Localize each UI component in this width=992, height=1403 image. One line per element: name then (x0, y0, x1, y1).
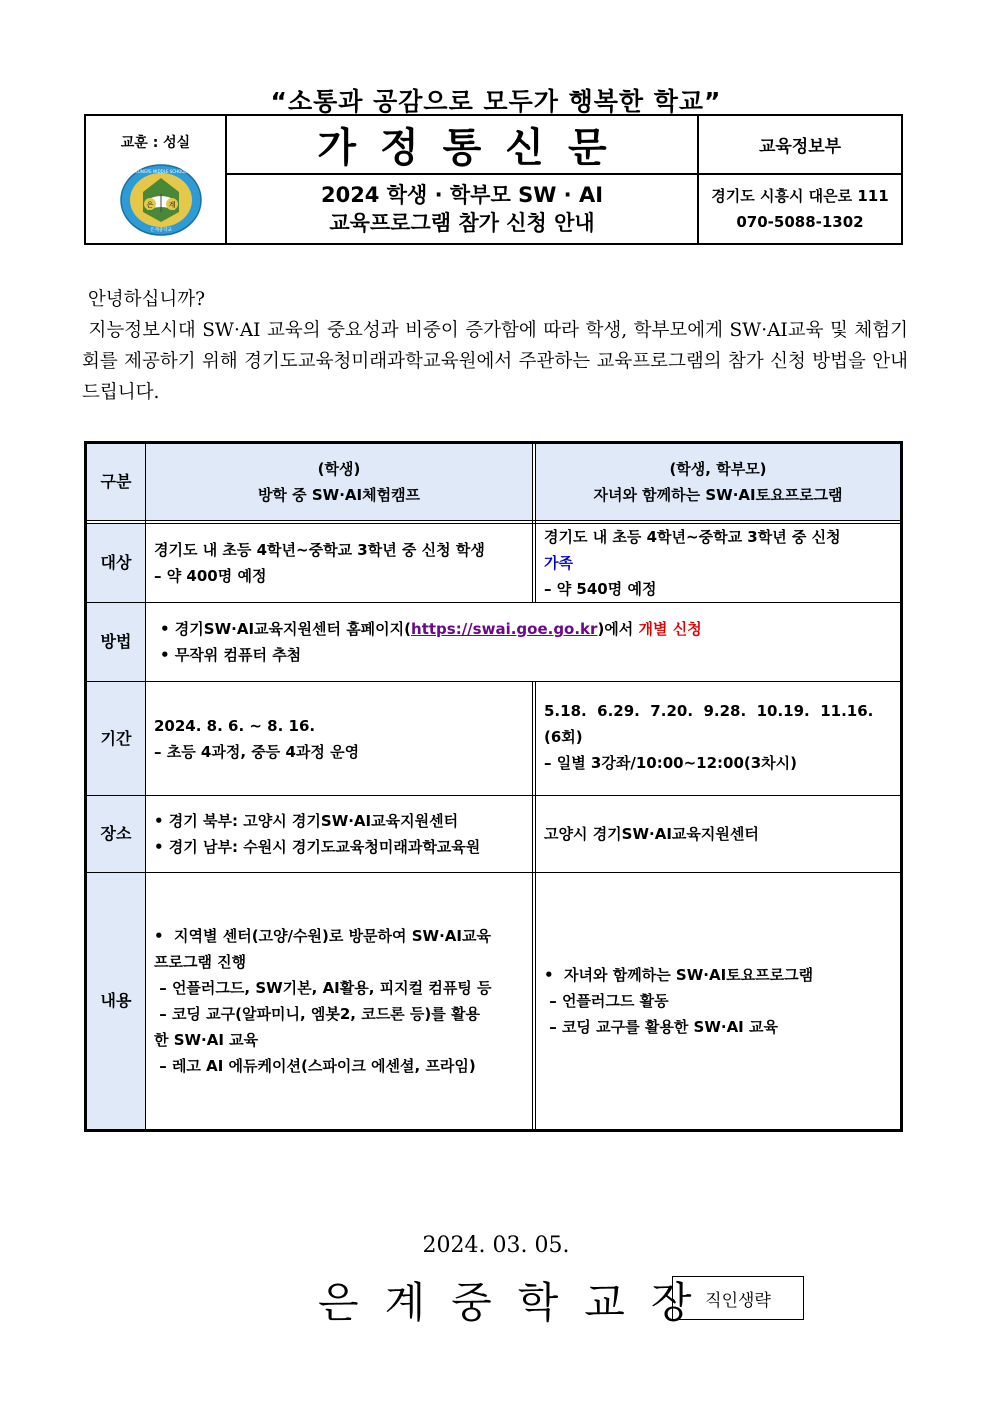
principal-signature: 은계중학교장 (318, 1278, 718, 1327)
issue-date: 2024. 03. 05. (422, 1233, 570, 1258)
content-student-camp: • 지역별 센터(고양/수원)로 방문하여 SW·AI교육 프로그램 진행 – 언플러그드, SW기본, AI활용, 피지컬 컴퓨팅 등 – 코딩 교구(알파미니, 엠봇2, 코드론 등)를 활용 한 SW·AI 교육 – 레고 AI 에듀케이션(스파이크 에센셜, 프라임) (154, 927, 492, 1075)
school-emblem-icon (120, 164, 202, 236)
place-student-camp: • 경기 북부: 고양시 경기SW·AI교육지원센터 • 경기 남부: 수원시 경기도교육청미래과학교육원 (154, 812, 481, 856)
document-subtitle (227, 175, 697, 243)
row-label-target: 대상 (87, 524, 145, 602)
seal-omitted-box: 직인생략 (672, 1276, 804, 1320)
intro-text (82, 284, 908, 408)
target-student-camp: 경기도 내 초등 4학년~중학교 3학년 중 신청 학생 – 약 400명 예정 (154, 541, 485, 585)
header-title-cell (227, 116, 699, 243)
department-label: 교육정보부 (699, 116, 901, 175)
school-address: 경기도 시흥시 대은로 111 (711, 187, 889, 205)
header-right-cell (699, 116, 901, 243)
method-description: • 경기SW·AI교육지원센터 홈페이지(https://swai.goe.go.kr)에서 개별 신청 • 무작위 컴퓨터 추첨 (160, 620, 702, 664)
school-motto-label: 교훈 : 성실 (120, 135, 191, 151)
subtitle-line-2: 교육프로그램 참가 신청 안내 (329, 211, 595, 235)
document-header (84, 114, 903, 245)
target-saturday-program: 경기도 내 초등 4학년~중학교 3학년 중 신청 가족 – 약 540명 예정 (544, 528, 841, 598)
row-label-place: 장소 (87, 796, 145, 872)
period-saturday-program: 5.18. 6.29. 7.20. 9.28. 10.19. 11.16. (6회) – 일별 3강좌/10:00~12:00(3차시) (544, 702, 874, 772)
row-label-category: 구분 (87, 444, 145, 520)
school-motto-banner: “소통과 공감으로 모두가 행복한 학교” (270, 87, 722, 116)
content-saturday-program: • 자녀와 함께하는 SW·AI토요프로그램 – 언플러그드 활동 – 코딩 교구를 활용한 SW·AI 교육 (544, 966, 814, 1036)
subtitle-line-1: 2024 학생 · 학부모 SW · AI (320, 183, 604, 207)
period-student-camp: 2024. 8. 6. ~ 8. 16. – 초등 4과정, 중등 4과정 운영 (154, 716, 360, 761)
row-label-method: 방법 (87, 603, 145, 681)
program-table (84, 441, 903, 1132)
row-label-period: 기간 (87, 682, 145, 795)
emblem-left-char: 은 (146, 201, 154, 209)
row-label-content: 내용 (87, 873, 145, 1129)
header-left-cell (86, 116, 227, 243)
school-phone: 070-5088-1302 (736, 213, 864, 231)
column-header-saturday-program: (학생, 학부모) 자녀와 함께하는 SW·AI토요프로그램 (536, 444, 900, 520)
document-title: 가정통신문 (227, 116, 697, 175)
swai-homepage-link[interactable]: https://swai.goe.go.kr (411, 620, 598, 638)
school-contact (699, 175, 901, 243)
emblem-bottom-text: 은계중학교 (150, 228, 172, 233)
greeting: 안녕하십니까? (87, 289, 206, 310)
place-saturday-program: 고양시 경기SW·AI교육지원센터 (544, 825, 759, 843)
column-header-student-camp: (학생) 방학 중 SW·AI체험캠프 (146, 444, 532, 520)
emblem-top-text: EUNGYE MIDDLE SCHOOL (135, 169, 187, 174)
intro-body: 지능정보시대 SW·AI 교육의 중요성과 비중이 증가함에 따라 학생, 학부모에게 SW·AI교육 및 체험기회를 제공하기 위해 경기도교육청미래과학교육원에서 주관하는 교육프로그램의 참가 신청 방법을 안내드립니다. (82, 320, 908, 403)
emblem-right-char: 계 (168, 201, 176, 209)
